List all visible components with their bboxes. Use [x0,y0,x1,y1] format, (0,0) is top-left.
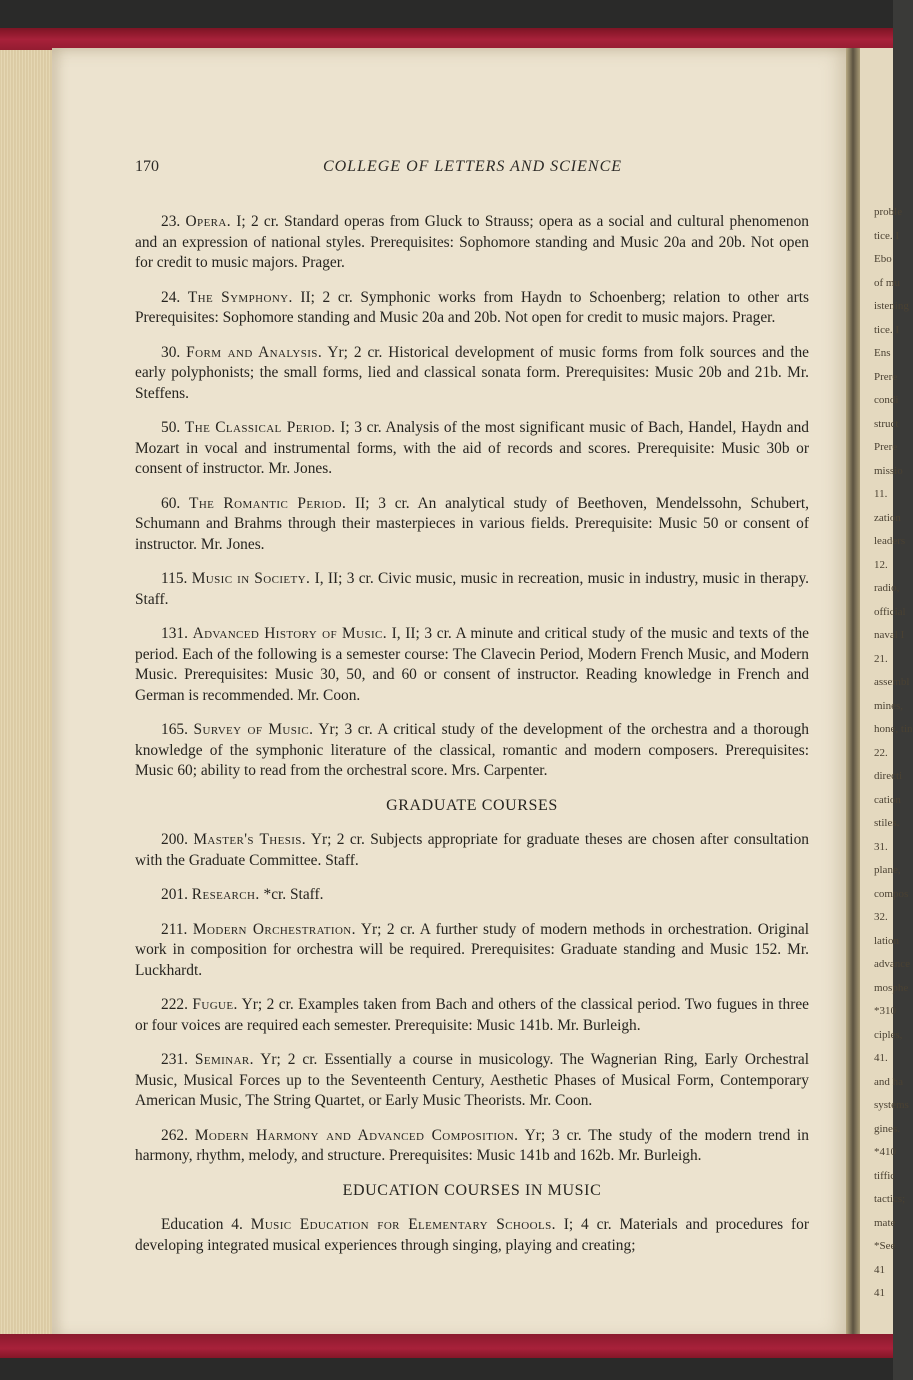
course-entry [135,1126,809,1167]
course-entry [135,624,809,706]
course-number: 231. [161,1051,188,1068]
course-title: Master's Thesis. [193,831,307,848]
course-entry [135,995,809,1036]
course-entry [135,920,809,982]
facing-page-text-fragment: lation [874,934,900,947]
facing-page-text-fragment: 21. [874,652,888,665]
course-title: Form and Analysis. [186,343,323,361]
course-description: Yr; 2 cr. Essentially a course in musicology. The Wagnerian Ring, Early Orchestral Music, Musical Forces up to the Seventeenth Century, Aesthetic Phases of Musical Form, Contemporary American Music, The String Quartet, or Early Music Theorists. Mr. Coon. [135,1051,809,1109]
course-number: 262. [161,1126,188,1144]
course-title: Research. [191,886,260,903]
course-description: Yr; 3 cr. A critical study of the development of the orchestra and a thorough knowledge of the symphonic literature of the classical, romantic and modern composers. Prerequisites: Music 60; ability to read from the orchestral score. Mrs. Carpenter. [135,721,809,779]
course-number: 211. [161,920,188,938]
facing-page-text-fragment: struct [874,417,899,430]
course-entry [135,494,809,556]
facing-page-text-fragment: official [874,605,906,618]
facing-page-text-fragment: assembl [874,676,910,688]
course-description: I; 3 cr. Analysis of the most significant music of Bach, Handel, Haydn and Mozart in vocal and instrumental forms, with the aid of records and scores. Prerequisite: Music 30b or consent of instructor. Mr. Jones. [135,419,809,477]
course-description: Yr; 3 cr. The study of the modern trend in harmony, rhythm, melody, and structure. Prerequisites: Music 141b and 162b. Mr. Burleigh. [135,1126,809,1164]
facing-page-text-fragment: zation [874,511,901,524]
course-title: Survey of Music. [193,721,314,738]
binding-bottom-edge [0,1334,893,1360]
course-number: 222. [161,996,188,1013]
facing-page-text-fragment: *See [874,1240,896,1252]
course-description: Yr; 2 cr. A further study of modern methods in orchestration. Original work in composition for orchestra will be required. Prerequisites: Graduate standing and Music 152. Mr. Luckhardt. [135,920,809,979]
facing-page-text-fragment: 22. [874,746,888,759]
course-title: The Classical Period. [184,419,336,436]
facing-page-text-fragment: plane, [874,864,901,876]
course-description: Yr; 2 cr. Historical development of music forms from folk sources and the early polyphonists; the small forms, lied and classical sonata form. Prerequisites: Music 20b and 21b. Mr. Steffens. [135,343,809,402]
facing-page-text-fragment: condi [874,394,899,406]
course-title: Music in Society. [191,570,311,587]
course-list-education [135,1215,809,1256]
facing-page-text-fragment: istening [874,300,909,312]
facing-page-text-fragment: Prere [874,370,898,383]
course-entry [135,212,809,274]
page-stack-edge [0,50,58,1340]
facing-page-text-fragment: 41 [874,1287,885,1299]
facing-page-text-fragment: missio [874,464,903,477]
course-title: Modern Harmony and Advanced Composition. [194,1126,519,1144]
course-title: Seminar. [194,1051,254,1068]
facing-page-text-fragment: *410 [874,1146,896,1158]
education-courses-heading: EDUCATION COURSES IN MUSIC [342,1181,602,1199]
course-entry [135,1050,809,1112]
facing-page-text-fragment: radio, [874,582,900,594]
book-gutter [846,48,860,1340]
facing-page-text-fragment: *310 [874,1005,896,1017]
facing-page-text-fragment: mines, [874,699,904,712]
facing-page-text-fragment: Ens [874,347,891,359]
facing-page-text-fragment: Prere [874,441,898,453]
facing-page-text-fragment: of mu [874,276,900,289]
course-title: The Romantic Period. [189,494,347,512]
facing-page-text-fragment: 31. [874,840,888,853]
course-number: 165. [161,721,188,738]
course-number: 50. [161,419,181,436]
facing-page-text-fragment: directi [874,770,903,782]
facing-page-text-fragment: compos [874,887,909,900]
facing-page-text-fragment: 12. [874,558,888,571]
course-number: 24. [161,288,181,306]
facing-page-text-fragment: gines. [874,1122,900,1135]
course-entry [135,343,809,405]
course-number: 201. [161,886,188,903]
facing-page-text-fragment: ciples, [874,1028,903,1041]
course-title: Modern Orchestration. [192,920,356,938]
course-number: Education 4. [161,1216,243,1233]
course-entry [135,885,809,906]
course-number: 200. [161,831,188,848]
facing-page-text-fragment: proble [874,206,903,218]
book-cover-bottom [0,1358,893,1380]
facing-page-text-fragment: tactics; [874,1193,906,1205]
course-list-undergraduate [135,212,809,782]
facing-page-text-fragment: mosphe [874,981,909,994]
course-number: 30. [161,343,181,361]
course-description: II; 2 cr. Symphonic works from Haydn to Schoenberg; relation to other arts Prerequisites: Sophomore standing and Music 20a and 20b. Not open for credit to music majors. Prager. [135,288,809,326]
page-header [135,158,810,182]
course-title: Opera. [185,213,232,230]
facing-page-text-fragment: advance [874,958,911,970]
course-description: I; 2 cr. Standard operas from Gluck to Strauss; opera as a social and cultural phenomenon and an expression of national styles. Prerequisites: Sophomore standing and Music 20a and 20b. Not open for credit to music majors. Prager. [135,213,809,271]
course-number: 115. [161,570,188,587]
course-description: I, II; 3 cr. Civic music, music in recreation, music in industry, music in therapy. Staff. [135,570,809,608]
facing-page-text-fragment: 41 [874,1263,885,1276]
facing-page-text-fragment: leaders [874,535,906,547]
course-description: I; 4 cr. Materials and procedures for developing integrated musical experiences through singing, playing and creating; [135,1216,809,1254]
course-title: The Symphony. [187,288,293,306]
course-entry [135,1215,809,1256]
graduate-courses-heading: GRADUATE COURSES [386,796,558,814]
facing-page-text-fragment: systems [874,1099,909,1111]
course-entry [135,830,809,871]
facing-page-text-fragment: stiles. [874,817,900,829]
facing-page-text-fragment: tice. I [874,229,900,242]
page-content [135,212,809,1270]
facing-page-text-fragment: 32. [874,911,888,923]
course-entry [135,569,809,610]
facing-page-text-fragment: cation [874,793,901,806]
facing-page-text-fragment: mate [874,1216,896,1229]
course-title: Music Education for Elementary Schools. [250,1216,556,1233]
course-entry [135,288,809,329]
course-description: *cr. Staff. [263,886,324,903]
page-number: 170 [135,158,159,175]
course-description: I, II; 3 cr. A minute and critical study of the music and texts of the period. Each of the following is a semester course: The Clavecin Period, Modern French Music, and Modern Music. Prerequisites: Music 30, 50, and 60 or consent of instructor. Reading knowledge in French and German is recommended. Mr. Coon. [135,625,809,704]
course-number: 131. [161,625,188,642]
facing-page-text-fragment: tice. I [874,323,900,336]
facing-page-text-fragment: 11. [874,488,888,500]
course-title: Fugue. [192,996,238,1013]
course-number: 60. [161,494,181,512]
course-number: 23. [161,213,181,230]
course-list-graduate [135,830,809,1167]
facing-page-text-fragment: Ebo [874,253,892,265]
course-description: II; 3 cr. An analytical study of Beethoven, Mendelssohn, Schubert, Schumann and Brahms through their masterpieces in various fields. Prerequisite: Music 50 or consent of instructor. Mr. Jones. [135,494,810,553]
course-description: Yr; 2 cr. Examples taken from Bach and others of the classical period. Two fugues in three or four voices are required each semester. Prerequisite: Music 141b. Mr. Burleigh. [135,996,809,1034]
facing-page-text-fragment: naval I [874,629,905,641]
course-entry [135,720,809,782]
course-title: Advanced History of Music. [192,625,388,642]
facing-page-text-fragment: tiffic [874,1169,896,1182]
course-description: Yr; 2 cr. Subjects appropriate for graduate theses are chosen after consultation with the Graduate Committee. Staff. [135,831,809,869]
course-entry [135,418,809,480]
running-title: COLLEGE OF LETTERS AND SCIENCE [322,158,623,175]
facing-page-text-fragment: hone, tin [874,723,913,735]
facing-page-text-fragment: and ha [874,1075,904,1088]
facing-page-text-fragment: 41. [874,1052,888,1064]
